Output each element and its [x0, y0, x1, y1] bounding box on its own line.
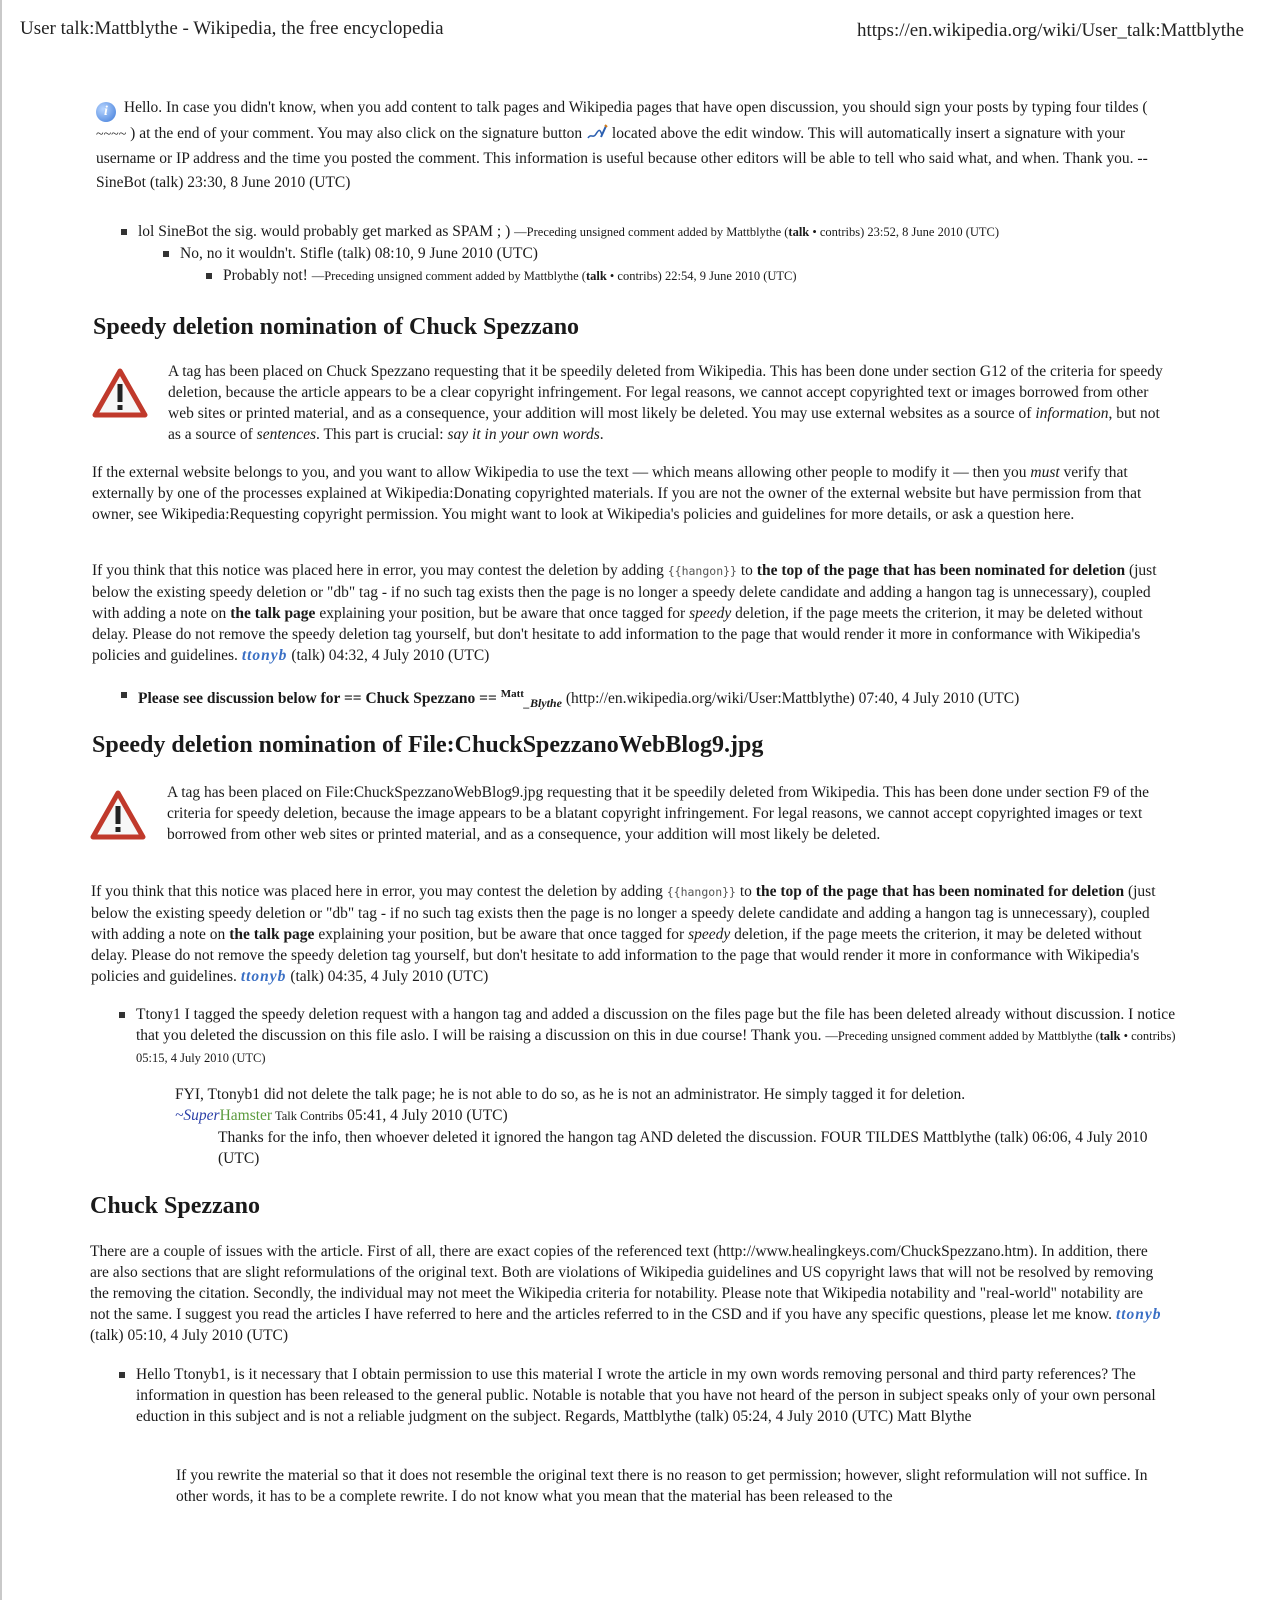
contest-deletion-paragraph-1: If you think that this notice was placed here in error, you may contest the deletion by adding {{hangon}} to the top of the page that has been nominated for deletion (just below the existing speedy deletion or "db" tag - if no such tag exists then the page is no longer a speedy delete candidate and adding a hangon tag is unnecessary), coupled with adding a note on the talk page explaining your position, but be aware that once tagged for speedy deletion, if the page meets the criterion, it may be deleted without delay. Please do not remove the speedy deletion tag yourself, but don't hesitate to add information to the page that would render it more in conformance with Wikipedia's policies and guidelines. ttonyb (talk) 04:32, 4 July 2010 (UTC) — [92, 562, 1157, 664]
sinebot-text-2: ) at the end of your comment. You may also click on the signature button — [126, 125, 587, 142]
four-tildes: ~~~~ — [96, 127, 127, 142]
speedy-notice-2: A tag has been placed on File:ChuckSpezzanoWebBlog9.jpg requesting that it be speedily deleted from Wikipedia. This has been done under section F9 of the criteria for speedy deletion, because the image appears to be a blatant copyright infringement. For legal reasons, we cannot accept copyrighted images or text borrowed from other web sites or printed material, and as a consequence, your addition will most likely be deleted. — [167, 784, 1149, 843]
warning-triangle-icon — [92, 368, 148, 418]
sig-thread — [118, 221, 1178, 243]
sig-thread-reply — [160, 243, 1160, 264]
rewrite-reply: If you rewrite the material so that it does not resemble the original text there is no reason to get permission; however, slight reformulation will not suffice. In other words, it has to be a complete rewrite. I do not know what you mean that the material has been released to the — [176, 1467, 1148, 1505]
print-header-url[interactable]: https://en.wikipedia.org/wiki/User_talk:Mattblythe — [857, 20, 1244, 41]
issues-paragraph: There are a couple of issues with the article. First of all, there are exact copies of the referenced text (http://www.healingkeys.com/ChuckSpezzano.htm). In addition, there are also sections that are slight reformulations of the original text. Both are violations of Wikipedia guidelines and US copyright laws that will not be resolved by removing the removing the citation. Secondly, the individual may not meet the Wikipedia criteria for notability. Please note that Wikipedia notability and "real-world" notability are not the same. I suggest you read the articles I have referred to here and the articles referred to in the CSD and if you have any specific questions, please let me know. ttonyb (talk) 05:10, 4 July 2010 (UTC) — [90, 1243, 1162, 1344]
hangon-template: {{hangon}} — [666, 885, 736, 899]
section3-reply — [116, 1364, 1176, 1427]
external-website-paragraph: If the external website belongs to you, and you want to allow Wikipedia to use the text — which means allowing other people to modify it — then you must verify that externally by one of the processes explained at Wikipedia:Donating copyrighted materials. If you are not the owner of the external website but have permission from that owner, see Wikipedia:Requesting copyright permission. You might want to look at Wikipedia's policies and guidelines for more details, or ask a question here. — [92, 464, 1142, 523]
section1-reply — [118, 684, 1178, 714]
warning-triangle-icon — [90, 790, 146, 840]
print-header-title: User talk:Mattblythe - Wikipedia, the free encyclopedia — [20, 18, 444, 39]
sinebot-notice — [96, 96, 1166, 195]
information-icon: i — [96, 102, 116, 122]
talk-link[interactable]: talk — [585, 269, 607, 283]
section2-reply — [116, 1004, 1176, 1069]
speedy-notice-1: A tag has been placed on Chuck Spezzano requesting that it be speedily deleted from Wikipedia. This has been done under section G12 of the criteria for speedy deletion, because the article appears to be a clear copyright infringement. For legal reasons, we cannot accept copyrighted text or images borrowed from other web sites or printed material, and as a consequence, your addition will most likely be deleted. You may use external websites as a source of information, but not as a source of sentences. This part is crucial: say it in your own words. — [168, 363, 1163, 443]
list-item: Please see discussion below for == Chuck Spezzano == $^{Matt}_{\_Blythe}$ (http://en.wikipedia.org/wiki/User:Mattblythe) 07:40, 4 July 2010 (UTC) — [118, 684, 1178, 714]
ttonyb-signature[interactable]: ttonyb — [240, 968, 287, 985]
talk-link[interactable]: talk — [1099, 1029, 1121, 1043]
ttonyb-signature[interactable]: ttonyb — [1115, 1306, 1162, 1323]
signature-button-icon[interactable] — [586, 123, 608, 141]
list-item: No, no it wouldn't. Stifle (talk) 08:10, 9 June 2010 (UTC) — [160, 243, 1160, 264]
sinebot-text-1: Hello. In case you didn't know, when you add content to talk pages and Wikipedia pages that have open discussion, you should sign your posts by typing four tildes ( — [123, 99, 1148, 116]
list-item: lol SineBot the sig. would probably get marked as SPAM ; ) —Preceding unsigned comment added by Mattblythe (talk • contribs) 23:52, 8 June 2010 (UTC) — [118, 221, 1178, 243]
list-item: Hello Ttonyb1, is it necessary that I obtain permission to use this material I wrote the article in my own words removing personal and third party references? The information in question has been released to the general public. Notable is notable that you have not heard of the person in subject speaks only of your own personal eduction in this subject and is not a reliable judgment on the subject. Regards, Mattblythe (talk) 05:24, 4 July 2010 (UTC) Matt Blythe — [116, 1364, 1176, 1427]
ttonyb-signature[interactable]: ttonyb — [241, 647, 288, 664]
superhamster-reply: FYI, Ttonyb1 did not delete the talk page; he is not able to do so, as he is not an administrator. He simply tagged it for deletion. ~SuperHamster Talk Contribs 05:41, 4 July 2010 (UTC) — [175, 1086, 966, 1124]
sig-thread-reply-2 — [203, 265, 1163, 287]
list-item: Probably not! —Preceding unsigned comment added by Mattblythe (talk • contribs) 22:54, 9 June 2010 (UTC) — [203, 265, 1163, 287]
sinebot-text-3: located above the edit window. This will automatically insert a signature with your username or IP address and the time you posted the comment. This information is useful because other editors will be able to tell who said what, and when. Thank you. --SineBot (talk) 23:30, 8 June 2010 (UTC) — [96, 125, 1148, 191]
section-heading-chuck-spezzano-deletion: Speedy deletion nomination of Chuck Spezzano — [93, 314, 580, 340]
hangon-template: {{hangon}} — [667, 564, 737, 578]
section-heading-file-deletion: Speedy deletion nomination of File:ChuckSpezzanoWebBlog9.jpg — [92, 732, 764, 758]
contest-deletion-paragraph-2: If you think that this notice was placed here in error, you may contest the deletion by adding {{hangon}} to the top of the page that has been nominated for deletion (just below the existing speedy deletion or "db" tag - if no such tag exists then the page is no longer a speedy delete candidate and adding a hangon tag is unnecessary), coupled with adding a note on the talk page explaining your position, but be aware that once tagged for speedy deletion, if the page meets the criterion, it may be deleted without delay. Please do not remove the speedy deletion tag yourself, but don't hesitate to add information to the page that would render it more in conformance with Wikipedia's policies and guidelines. ttonyb (talk) 04:35, 4 July 2010 (UTC) — [91, 883, 1156, 985]
section-heading-chuck-spezzano: Chuck Spezzano — [90, 1193, 261, 1219]
talk-link[interactable]: talk — [788, 225, 810, 239]
list-item: Ttony1 I tagged the speedy deletion request with a hangon tag and added a discussion on the files page but the file has been deleted already without discussion. I notice that you deleted the discussion on this file aslo. I will be raising a discussion on this in due course! Thank you. —Preceding unsigned comment added by Mattblythe (talk • contribs) 05:15, 4 July 2010 (UTC) — [116, 1004, 1176, 1069]
mattblythe-reply: Thanks for the info, then whoever deleted it ignored the hangon tag AND deleted the discussion. FOUR TILDES Mattblythe (talk) 06:06, 4 July 2010 (UTC) — [218, 1129, 1148, 1167]
page-edge — [0, 0, 2, 1600]
superhamster-signature[interactable]: ~Super — [175, 1107, 220, 1124]
